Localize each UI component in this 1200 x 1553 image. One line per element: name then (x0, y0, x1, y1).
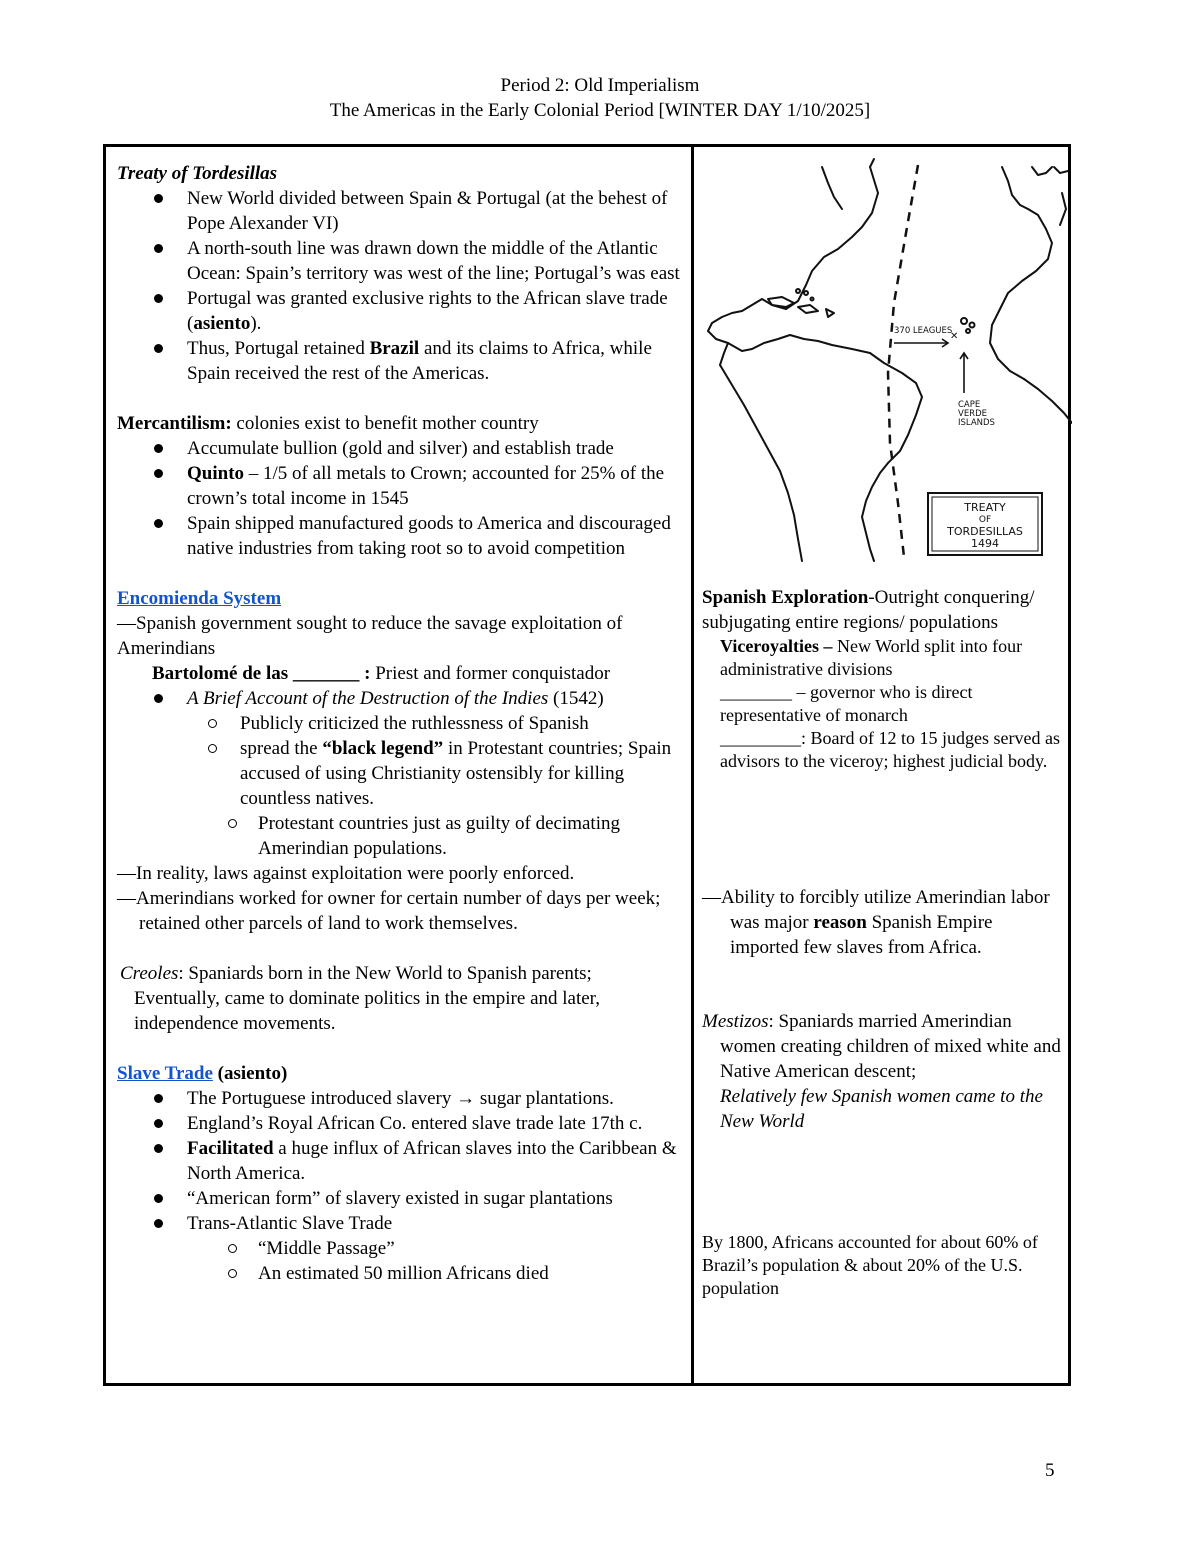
map-box-line-2: OF (978, 515, 992, 525)
slave-bullet-4: “American form” of slavery existed in sugar plantations (117, 1186, 682, 1211)
encomienda-link[interactable]: Encomienda System (117, 588, 282, 609)
svg-text:✕: ✕ (950, 331, 959, 342)
column-divider (691, 147, 694, 1383)
encomienda-line-3: —Amerindians worked for owner for certain number of days per week; retained other parcels of land to work themselves. (117, 888, 661, 934)
map-cape-label-2: VERDE (958, 409, 988, 419)
book-bullet: A Brief Account of the Destruction of the Indies (1542) (117, 686, 682, 711)
mercantilism-list (117, 436, 682, 561)
mestizos-block (702, 1009, 1062, 1134)
slave-bullet-1: The Portuguese introduced slavery → sugar plantations. (117, 1086, 682, 1111)
treaty-bullet-3: Portugal was granted exclusive rights to the African slave trade (asiento). (117, 286, 682, 336)
treaty-bullet-4: Thus, Portugal retained Brazil and its claims to Africa, while Spain received the rest of the Americas. (117, 336, 682, 386)
slave-sublist (117, 1236, 682, 1286)
map-cape-label-3: ISLANDS (958, 418, 995, 428)
treaty-title: Treaty of Tordesillas (117, 163, 278, 184)
spanish-exploration-text: Spanish Exploration-Outright conquering/ subjugating entire regions/ populations (702, 587, 1035, 633)
ability-text: —Ability to forcibly utilize Amerindian labor was major reason Spanish Empire imported few slaves from Africa. (702, 887, 1050, 958)
slave-list (117, 1086, 682, 1236)
mercantilism-bullet-1: Accumulate bullion (gold and silver) and establish trade (117, 436, 682, 461)
bartolome-line: Bartolomé de las _______ : Priest and former conquistador (152, 663, 611, 684)
notes-table (103, 144, 1071, 1386)
spanish-exploration-block (702, 585, 1062, 773)
header-line-1: Period 2: Old Imperialism (500, 75, 700, 96)
creoles-text: Creoles: Spaniards born in the New World to Spanish parents; Eventually, came to dominate politics in the empire and later, independence movements. (120, 963, 600, 1034)
viceroyalties-text: Viceroyalties – New World split into four administrative divisions (720, 636, 1023, 679)
header-line-2: The Americas in the Early Colonial Period [WINTER DAY 1/10/2025] (329, 100, 871, 121)
mestizos-text: Mestizos: Spaniards married Amerindian women creating children of mixed white and Native American descent; (702, 1011, 1061, 1082)
by-1800-block (702, 1231, 1062, 1300)
encomienda-line-1: —Spanish government sought to reduce the savage exploitation of Amerindians (117, 613, 623, 659)
slave-sub-2: An estimated 50 million Africans died (117, 1261, 682, 1286)
treaty-bullet-2: A north-south line was drawn down the middle of the Atlantic Ocean: Spain’s territory was west of the line; Portugal’s was east (117, 236, 682, 286)
page-header (0, 73, 1200, 123)
encomienda-line-2: —In reality, laws against exploitation were poorly enforced. (117, 863, 575, 884)
ability-block (702, 885, 1062, 960)
bartolome-list (117, 686, 682, 711)
left-column (117, 161, 682, 1286)
treaty-map-sketch (702, 153, 1072, 565)
mercantilism-bullet-3: Spain shipped manufactured goods to America and discouraged native industries from taking root so to avoid competition (117, 511, 682, 561)
book-subsub-1: Protestant countries just as guilty of decimating Amerindian populations. (117, 811, 682, 861)
board-text: _________: Board of 12 to 15 judges served as advisors to the viceroy; highest judicial body. (720, 728, 1060, 771)
page-number: 5 (1045, 1460, 1055, 1481)
mestizos-italic-note: Relatively few Spanish women came to the New World (720, 1086, 1043, 1132)
mercantilism-bullet-2: Quinto – 1/5 of all metals to Crown; accounted for 25% of the crown’s total income in 1545 (117, 461, 682, 511)
slave-sub-1: “Middle Passage” (117, 1236, 682, 1261)
treaty-list (117, 186, 682, 386)
map-box-line-3: TORDESILLAS (947, 525, 1023, 538)
map-box-line-1: TREATY (964, 501, 1006, 514)
by-1800-text: By 1800, Africans accounted for about 60% of Brazil’s population & about 20% of the U.S. population (702, 1232, 1038, 1298)
book-sub-2: spread the “black legend” in Protestant countries; Spain accused of using Christianity ostensibly for killing countless natives. (117, 736, 682, 811)
book-subsublist (117, 811, 682, 861)
book-sublist (117, 711, 682, 811)
slave-bullet-3: Facilitated a huge influx of African slaves into the Caribbean & North America. (117, 1136, 682, 1186)
mercantilism-definition: Mercantilism: colonies exist to benefit mother country (117, 413, 539, 434)
governor-text: ________ – governor who is direct representative of monarch (720, 682, 973, 725)
map-box-line-4: 1494 (971, 537, 999, 550)
map-league-label: 370 LEAGUES (894, 326, 953, 336)
slave-trade-link[interactable]: Slave Trade (117, 1063, 213, 1084)
map-cape-label-1: CAPE (958, 400, 981, 410)
slave-bullet-5: Trans-Atlantic Slave Trade (117, 1211, 682, 1236)
treaty-bullet-1: New World divided between Spain & Portugal (at the behest of Pope Alexander VI) (117, 186, 682, 236)
book-sub-1: Publicly criticized the ruthlessness of Spanish (117, 711, 682, 736)
slave-bullet-2: England’s Royal African Co. entered slave trade late 17th c. (117, 1111, 682, 1136)
slave-heading: Slave Trade (asiento) (117, 1063, 288, 1084)
